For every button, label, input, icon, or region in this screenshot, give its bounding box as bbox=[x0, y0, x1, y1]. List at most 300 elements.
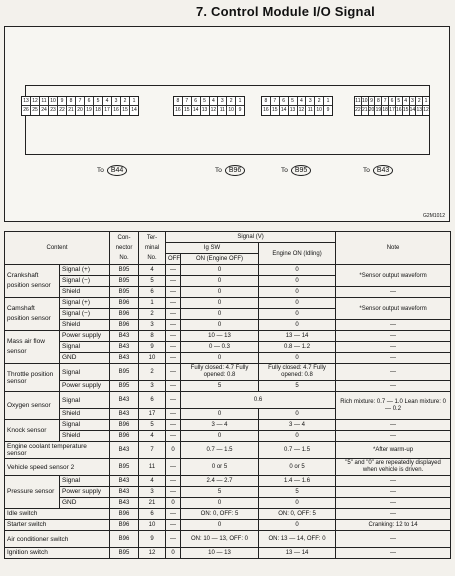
connector-pin: 4 bbox=[210, 97, 219, 106]
connector-pin: 24 bbox=[40, 106, 49, 115]
table-row bbox=[5, 420, 451, 431]
row-engine-on: 0 bbox=[259, 431, 336, 442]
connector-pin: 2 bbox=[416, 97, 423, 106]
row-engine-on: 0 bbox=[259, 498, 336, 509]
row-sub-item: Shield bbox=[60, 431, 110, 442]
connector-code: B96 bbox=[225, 165, 245, 176]
row-off: — bbox=[166, 459, 181, 476]
row-engine-on: 0 bbox=[259, 265, 336, 276]
row-connector: B96 bbox=[110, 420, 139, 431]
row-connector: B95 bbox=[110, 548, 139, 559]
connector-pin: 12 bbox=[423, 107, 429, 113]
row-engine-on: 0 bbox=[259, 520, 336, 531]
row-connector: B95 bbox=[110, 265, 139, 276]
connector-pin: 17 bbox=[103, 106, 112, 115]
row-note: Cranking: 12 to 14 bbox=[336, 520, 451, 531]
row-terminal: 3 bbox=[139, 381, 166, 392]
row-sub-item: Shield bbox=[60, 287, 110, 298]
connector-pin: 16 bbox=[396, 107, 402, 113]
row-note: *Sensor output waveform bbox=[336, 298, 451, 320]
row-terminal: 6 bbox=[139, 509, 166, 520]
connector-pin: 6 bbox=[85, 97, 94, 106]
table-row bbox=[5, 520, 451, 531]
row-group: Oxygen sensor bbox=[5, 392, 60, 420]
row-engine-on: 0 bbox=[259, 320, 336, 331]
row-connector: B96 bbox=[110, 531, 139, 548]
row-note: — bbox=[336, 476, 451, 487]
row-engine-on: 0 bbox=[259, 309, 336, 320]
row-engine-on: ON: 0, OFF: 5 bbox=[259, 509, 336, 520]
connector-pin: 15 bbox=[271, 106, 280, 115]
row-ig-on: 10 — 13 bbox=[181, 331, 259, 342]
connector-pin: 12 bbox=[31, 97, 40, 106]
connector-pin: 23 bbox=[49, 106, 58, 115]
connector-pin: 16 bbox=[112, 106, 121, 115]
row-terminal: 4 bbox=[139, 476, 166, 487]
row-off: — bbox=[166, 320, 181, 331]
table-row bbox=[5, 498, 451, 509]
row-terminal: 11 bbox=[139, 459, 166, 476]
connector-pin: 3 bbox=[218, 97, 227, 106]
row-engine-on: 1.4 — 1.6 bbox=[259, 476, 336, 487]
connector-pin: 10 bbox=[315, 106, 324, 115]
row-engine-on: 0.8 — 1.2 bbox=[259, 342, 336, 353]
row-engine-on: 0.7 — 1.5 bbox=[259, 442, 336, 459]
connector-pin: 13 bbox=[201, 106, 210, 115]
row-note: — bbox=[336, 498, 451, 509]
row-terminal: 10 bbox=[139, 520, 166, 531]
row-connector: B95 bbox=[110, 459, 139, 476]
connector-label bbox=[363, 165, 393, 176]
connector-b96 bbox=[173, 96, 245, 116]
row-off: — bbox=[166, 287, 181, 298]
table-row bbox=[5, 331, 451, 342]
row-terminal: 12 bbox=[139, 548, 166, 559]
row-sub-item: Signal bbox=[60, 420, 110, 431]
connector-pin: 14 bbox=[131, 107, 137, 113]
connector-pin: 21 bbox=[67, 106, 76, 115]
row-ig-on: 0 bbox=[181, 309, 259, 320]
row-off: — bbox=[166, 309, 181, 320]
connector-pin: 20 bbox=[76, 106, 85, 115]
connector-pin: 1 bbox=[236, 97, 244, 106]
row-ig-on: ON: 10 — 13, OFF: 0 bbox=[181, 531, 259, 548]
connector-pin: 10 bbox=[49, 97, 58, 106]
row-note: — bbox=[336, 287, 451, 298]
connector-pin: 2 bbox=[315, 97, 324, 106]
header-connector: Con-nector No. bbox=[110, 232, 139, 265]
connector-pin: 6 bbox=[192, 97, 201, 106]
connector-pin: 22 bbox=[58, 106, 67, 115]
row-sub-item: Signal (+) bbox=[60, 265, 110, 276]
connector-b43 bbox=[354, 96, 430, 116]
table-row bbox=[5, 392, 451, 409]
connector-pin: 19 bbox=[375, 107, 382, 113]
row-off: — bbox=[166, 487, 181, 498]
connector-pin: 13 bbox=[22, 97, 31, 106]
connector-pin: 17 bbox=[389, 107, 395, 113]
row-terminal: 2 bbox=[139, 309, 166, 320]
row-ig-on: 10 — 13 bbox=[181, 548, 259, 559]
row-note: Rich mixture: 0.7 — 1.0 Lean mixture: 0 — 0.2 bbox=[336, 392, 451, 420]
connector-pin: 9 bbox=[369, 97, 376, 106]
table-row bbox=[5, 364, 451, 381]
connector-pin: 7 bbox=[183, 97, 192, 106]
row-sub-item: Signal bbox=[60, 364, 110, 381]
row-off: — bbox=[166, 298, 181, 309]
row-ig-on: 2.4 — 2.7 bbox=[181, 476, 259, 487]
row-ig-on: 0 bbox=[181, 287, 259, 298]
row-group: Knock sensor bbox=[5, 420, 60, 442]
row-terminal: 7 bbox=[139, 442, 166, 459]
row-content: Vehicle speed sensor 2 bbox=[5, 459, 110, 476]
row-ig-on: 0 bbox=[181, 431, 259, 442]
table-row bbox=[5, 548, 451, 559]
row-off: — bbox=[166, 531, 181, 548]
row-note: — bbox=[336, 487, 451, 498]
row-sub-item: Signal (−) bbox=[60, 276, 110, 287]
connector-pin: 16 bbox=[174, 106, 183, 115]
connector-pin: 25 bbox=[31, 106, 40, 115]
connector-pin: 2 bbox=[121, 97, 130, 106]
row-off: — bbox=[166, 342, 181, 353]
table-row bbox=[5, 353, 451, 364]
row-terminal: 9 bbox=[139, 342, 166, 353]
row-content: Ignition switch bbox=[5, 548, 110, 559]
table-row bbox=[5, 381, 451, 392]
row-content: Starter switch bbox=[5, 520, 110, 531]
row-terminal: 17 bbox=[139, 409, 166, 420]
row-sub-item: Shield bbox=[60, 409, 110, 420]
row-ig-on: 3 — 4 bbox=[181, 420, 259, 431]
row-connector: B96 bbox=[110, 520, 139, 531]
row-note: — bbox=[336, 353, 451, 364]
row-ig-on: 5 bbox=[181, 381, 259, 392]
header-note: Note bbox=[336, 232, 451, 265]
row-ig-on: 0.6 bbox=[181, 392, 336, 409]
row-engine-on: 0 bbox=[259, 287, 336, 298]
connector-pin: 8 bbox=[262, 97, 271, 106]
connector-pin: 3 bbox=[112, 97, 121, 106]
row-ig-on: 0 — 0.3 bbox=[181, 342, 259, 353]
connector-pin: 11 bbox=[218, 106, 227, 115]
row-group: Camshaft position sensor bbox=[5, 298, 60, 331]
connector-pin: 15 bbox=[402, 107, 409, 113]
row-terminal: 6 bbox=[139, 392, 166, 409]
table-row bbox=[5, 342, 451, 353]
connector-pin: 5 bbox=[396, 97, 403, 106]
connector-b95 bbox=[261, 96, 333, 116]
connector-pin: 18 bbox=[382, 107, 388, 113]
row-engine-on: ON: 13 — 14, OFF: 0 bbox=[259, 531, 336, 548]
row-sub-item: Signal bbox=[60, 392, 110, 409]
row-terminal: 2 bbox=[139, 364, 166, 381]
connector-pin: 6 bbox=[389, 97, 396, 106]
connector-pin: 14 bbox=[280, 106, 289, 115]
row-connector: B96 bbox=[110, 309, 139, 320]
row-engine-on: 13 — 14 bbox=[259, 548, 336, 559]
row-ig-on: 0 bbox=[181, 298, 259, 309]
row-sub-item: Power supply bbox=[60, 331, 110, 342]
row-off: — bbox=[166, 509, 181, 520]
connector-pin: 5 bbox=[94, 97, 103, 106]
connector-label bbox=[97, 165, 127, 176]
row-sub-item: Signal bbox=[60, 476, 110, 487]
row-group: Throttle position sensor bbox=[5, 364, 60, 392]
row-off: — bbox=[166, 331, 181, 342]
row-connector: B96 bbox=[110, 509, 139, 520]
row-off: — bbox=[166, 409, 181, 420]
row-ig-on: 0 bbox=[181, 320, 259, 331]
row-connector: B43 bbox=[110, 392, 139, 409]
connector-pin: 11 bbox=[306, 106, 315, 115]
table-row bbox=[5, 459, 451, 476]
row-engine-on: 0 bbox=[259, 276, 336, 287]
row-note: — bbox=[336, 320, 451, 331]
connector-pin: 21 bbox=[361, 107, 368, 113]
row-note: — bbox=[336, 420, 451, 431]
row-connector: B43 bbox=[110, 487, 139, 498]
connector-pin: 9 bbox=[238, 107, 242, 113]
connector-label-to: To bbox=[97, 167, 104, 174]
table-row bbox=[5, 287, 451, 298]
row-terminal: 4 bbox=[139, 431, 166, 442]
row-connector: B43 bbox=[110, 353, 139, 364]
row-off: 0 bbox=[166, 442, 181, 459]
row-note: *After warm-up bbox=[336, 442, 451, 459]
row-group: Mass air flow sensor bbox=[5, 331, 60, 364]
connector-pin: 8 bbox=[375, 97, 382, 106]
connector-label-to: To bbox=[363, 167, 370, 174]
connector-pin: 19 bbox=[85, 106, 94, 115]
row-note: — bbox=[336, 548, 451, 559]
table-row bbox=[5, 298, 451, 309]
row-note: — bbox=[336, 509, 451, 520]
row-note: — bbox=[336, 342, 451, 353]
connector-pin: 20 bbox=[368, 107, 375, 113]
row-content: Air conditioner switch bbox=[5, 531, 110, 548]
connector-code: B44 bbox=[107, 165, 127, 176]
connector-pin: 9 bbox=[326, 107, 330, 113]
row-off: 0 bbox=[166, 498, 181, 509]
connector-b44 bbox=[21, 96, 139, 116]
row-sub-item: Shield bbox=[60, 320, 110, 331]
page-title: 7. Control Module I/O Signal bbox=[196, 4, 375, 19]
row-engine-on: 5 bbox=[259, 487, 336, 498]
row-sub-item: Power supply bbox=[60, 487, 110, 498]
connector-pin: 8 bbox=[67, 97, 76, 106]
table-row bbox=[5, 476, 451, 487]
row-ig-on: 0 or 5 bbox=[181, 459, 259, 476]
connector-pin: 5 bbox=[201, 97, 210, 106]
row-engine-on: 0 or 5 bbox=[259, 459, 336, 476]
connector-pin: 1 bbox=[424, 98, 428, 104]
row-group: Pressure sensor bbox=[5, 476, 60, 509]
connector-pin: 11 bbox=[355, 98, 361, 104]
row-ig-on: 0 bbox=[181, 353, 259, 364]
connector-diagram bbox=[4, 26, 450, 222]
row-ig-on: ON: 0, OFF: 5 bbox=[181, 509, 259, 520]
row-connector: B95 bbox=[110, 364, 139, 381]
connector-pin: 1 bbox=[130, 97, 138, 106]
row-terminal: 1 bbox=[139, 298, 166, 309]
row-ig-on: 0 bbox=[181, 520, 259, 531]
row-sub-item: GND bbox=[60, 498, 110, 509]
connector-pin: 4 bbox=[403, 97, 410, 106]
row-connector: B96 bbox=[110, 320, 139, 331]
table-row bbox=[5, 442, 451, 459]
io-signal-table bbox=[4, 231, 451, 559]
row-engine-on: 5 bbox=[259, 381, 336, 392]
row-terminal: 9 bbox=[139, 531, 166, 548]
row-engine-on: 13 — 14 bbox=[259, 331, 336, 342]
row-connector: B95 bbox=[110, 276, 139, 287]
connector-pin: 4 bbox=[298, 97, 307, 106]
connector-pin: 9 bbox=[58, 97, 67, 106]
row-engine-on: 0 bbox=[259, 353, 336, 364]
row-content: Engine coolant temperature sensor bbox=[5, 442, 110, 459]
connector-code: B43 bbox=[373, 165, 393, 176]
row-terminal: 5 bbox=[139, 276, 166, 287]
table-row bbox=[5, 487, 451, 498]
diagram-id: G2M1012 bbox=[423, 213, 445, 219]
connector-label bbox=[215, 165, 245, 176]
row-ig-on: 0 bbox=[181, 409, 259, 420]
header-on-engine-off: ON (Engine OFF) bbox=[181, 254, 259, 265]
connector-pin: 15 bbox=[183, 106, 192, 115]
table-row bbox=[5, 509, 451, 520]
row-note: *Sensor output waveform bbox=[336, 265, 451, 287]
connector-pin: 12 bbox=[298, 106, 307, 115]
row-note: — bbox=[336, 331, 451, 342]
row-connector: B43 bbox=[110, 442, 139, 459]
row-ig-on: 0 bbox=[181, 276, 259, 287]
row-off: — bbox=[166, 364, 181, 381]
row-engine-on: 0 bbox=[259, 298, 336, 309]
connector-pin: 5 bbox=[289, 97, 298, 106]
row-terminal: 21 bbox=[139, 498, 166, 509]
row-note: — bbox=[336, 364, 451, 381]
connector-pin: 4 bbox=[103, 97, 112, 106]
row-note: — bbox=[336, 531, 451, 548]
connector-pin: 18 bbox=[94, 106, 103, 115]
row-ig-on: 5 bbox=[181, 487, 259, 498]
row-connector: B96 bbox=[110, 431, 139, 442]
row-off: — bbox=[166, 353, 181, 364]
table-row bbox=[5, 531, 451, 548]
connector-pin: 2 bbox=[227, 97, 236, 106]
row-sub-item: Power supply bbox=[60, 381, 110, 392]
row-terminal: 3 bbox=[139, 487, 166, 498]
connector-pin: 15 bbox=[121, 106, 130, 115]
row-ig-on: 0 bbox=[181, 265, 259, 276]
row-engine-on: 0 bbox=[259, 409, 336, 420]
connector-pin: 10 bbox=[227, 106, 236, 115]
connector-pin: 11 bbox=[40, 97, 49, 106]
row-ig-on: 0.7 — 1.5 bbox=[181, 442, 259, 459]
connector-pin: 16 bbox=[262, 106, 271, 115]
connector-label bbox=[281, 165, 311, 176]
row-connector: B43 bbox=[110, 409, 139, 420]
row-ig-on: Fully closed: 4.7 Fully opened: 0.8 bbox=[181, 364, 259, 381]
connector-pin: 10 bbox=[361, 98, 368, 104]
connector-label-to: To bbox=[281, 167, 288, 174]
connector-pin: 13 bbox=[416, 107, 422, 113]
row-off: — bbox=[166, 520, 181, 531]
connector-pin: 26 bbox=[22, 106, 31, 115]
row-sub-item: Signal (−) bbox=[60, 309, 110, 320]
row-connector: B43 bbox=[110, 342, 139, 353]
row-sub-item: Signal (+) bbox=[60, 298, 110, 309]
row-connector: B43 bbox=[110, 476, 139, 487]
row-off: — bbox=[166, 476, 181, 487]
row-off: — bbox=[166, 276, 181, 287]
row-terminal: 6 bbox=[139, 287, 166, 298]
row-terminal: 8 bbox=[139, 331, 166, 342]
row-ig-on: 0 bbox=[181, 498, 259, 509]
row-sub-item: Signal bbox=[60, 342, 110, 353]
connector-pin: 8 bbox=[174, 97, 183, 106]
connector-pin: 14 bbox=[409, 107, 416, 113]
connector-label-to: To bbox=[215, 167, 222, 174]
connector-pin: 14 bbox=[192, 106, 201, 115]
row-off: — bbox=[166, 265, 181, 276]
row-terminal: 3 bbox=[139, 320, 166, 331]
row-note: "5" and "0" are repeatedly displayed when vehicle is driven. bbox=[336, 459, 451, 476]
connector-code: B95 bbox=[291, 165, 311, 176]
row-off: — bbox=[166, 392, 181, 409]
row-off: — bbox=[166, 381, 181, 392]
connector-pin: 7 bbox=[271, 97, 280, 106]
row-content: Idle switch bbox=[5, 509, 110, 520]
row-engine-on: Fully closed: 4.7 Fully opened: 0.8 bbox=[259, 364, 336, 381]
header-signal: Signal (V) bbox=[166, 232, 336, 243]
row-connector: B95 bbox=[110, 381, 139, 392]
row-note: — bbox=[336, 381, 451, 392]
connector-pin: 3 bbox=[306, 97, 315, 106]
row-terminal: 5 bbox=[139, 420, 166, 431]
connector-pin: 12 bbox=[210, 106, 219, 115]
header-terminal: Ter-minal No. bbox=[139, 232, 166, 265]
header-engine-on: Engine ON (Idling) bbox=[259, 243, 336, 265]
row-connector: B43 bbox=[110, 331, 139, 342]
connector-pin: 6 bbox=[280, 97, 289, 106]
row-off: — bbox=[166, 420, 181, 431]
header-off: OFF bbox=[166, 254, 181, 265]
connector-pin: 3 bbox=[410, 97, 417, 106]
row-group: Crankshaft position sensor bbox=[5, 265, 60, 298]
table-row bbox=[5, 320, 451, 331]
row-connector: B95 bbox=[110, 287, 139, 298]
header-ig-sw: Ig SW bbox=[166, 243, 259, 254]
row-sub-item: GND bbox=[60, 353, 110, 364]
connector-pin: 7 bbox=[382, 97, 389, 106]
connector-pin: 1 bbox=[324, 97, 332, 106]
row-terminal: 4 bbox=[139, 265, 166, 276]
connector-pin: 22 bbox=[355, 107, 361, 113]
header-content: Content bbox=[5, 232, 110, 265]
row-terminal: 10 bbox=[139, 353, 166, 364]
row-connector: B43 bbox=[110, 498, 139, 509]
row-off: 0 bbox=[166, 548, 181, 559]
connector-pin: 7 bbox=[76, 97, 85, 106]
row-off: — bbox=[166, 431, 181, 442]
row-connector: B96 bbox=[110, 298, 139, 309]
connector-pin: 13 bbox=[289, 106, 298, 115]
table-row bbox=[5, 265, 451, 276]
table-row bbox=[5, 431, 451, 442]
row-engine-on: 3 — 4 bbox=[259, 420, 336, 431]
